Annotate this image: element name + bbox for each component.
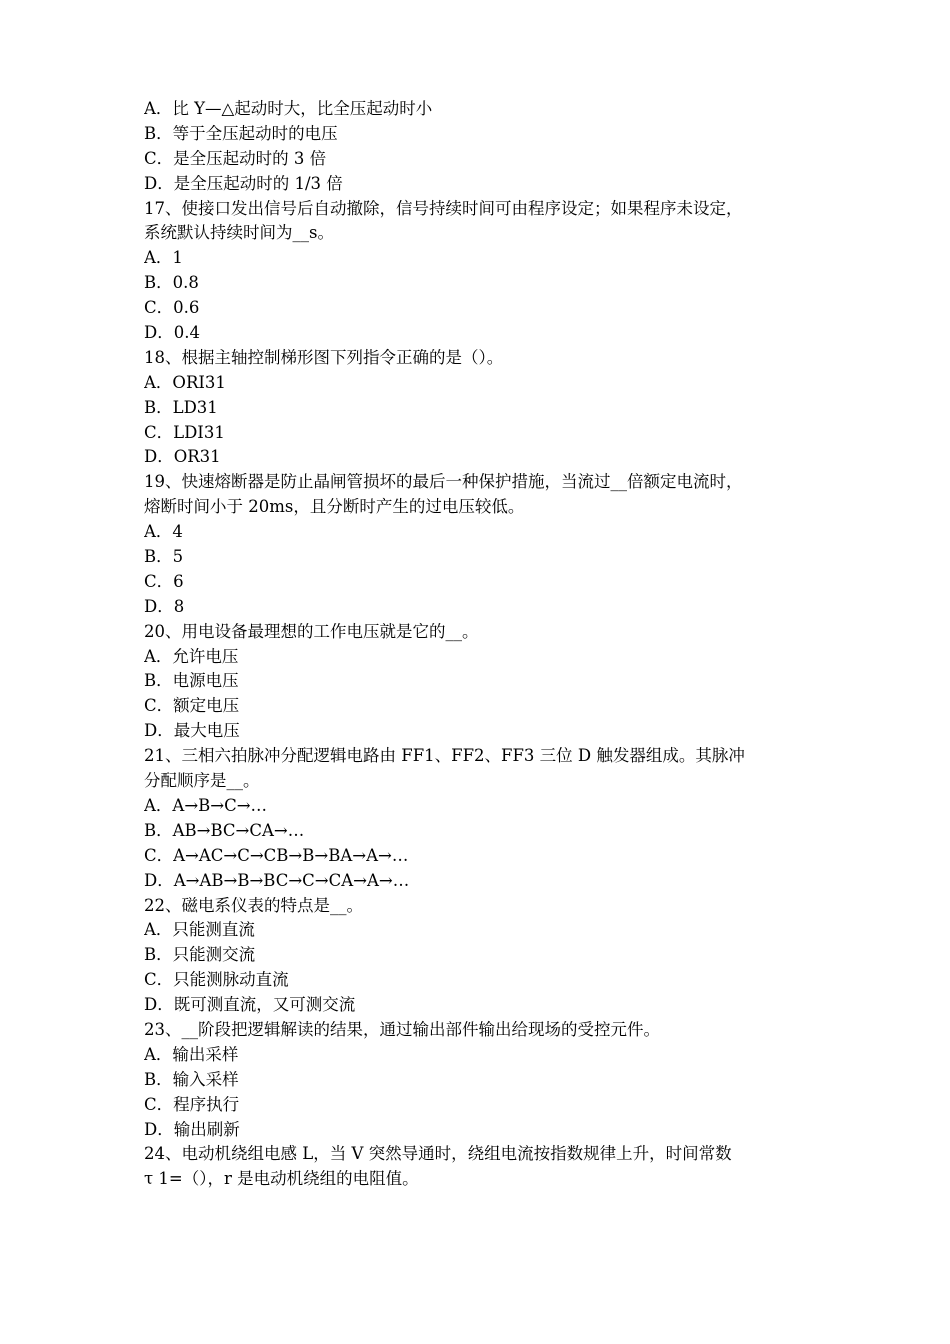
q18-option-b: B．LD31 [144, 397, 218, 417]
q17-option-b: B．0.8 [144, 273, 199, 293]
q21-option-a: A．A→B→C→… [144, 795, 268, 815]
q20-option-d: D．最大电压 [144, 721, 240, 741]
question-17-line-2: 系统默认持续时间为__s。 [144, 223, 334, 243]
q20-option-c: C．额定电压 [144, 696, 240, 716]
q23-option-b: B．输入采样 [144, 1069, 239, 1089]
q19-option-c: C．6 [144, 571, 184, 591]
question-21-line-2: 分配顺序是__。 [144, 771, 260, 791]
q22-option-c: C．只能测脉动直流 [144, 970, 289, 990]
q19-option-a: A．4 [144, 522, 183, 542]
question-21-line-1: 21、三相六拍脉冲分配逻辑电路由 FF1、FF2、FF3 三位 D 触发器组成。其脉冲 [144, 746, 745, 766]
q21-option-d: D．A→AB→B→BC→C→CA→A→… [144, 870, 410, 890]
question-24-line-1: 24、电动机绕组电感 L，当 V 突然导通时，绕组电流按指数规律上升，时间常数 [144, 1144, 732, 1164]
q17-option-a: A．1 [144, 248, 183, 268]
document-page [144, 97, 812, 1192]
q20-option-b: B．电源电压 [144, 671, 239, 691]
q22-option-b: B．只能测交流 [144, 945, 256, 965]
q20-option-a: A．允许电压 [144, 646, 239, 666]
question-19-line-2: 熔断时间小于 20ms，且分断时产生的过电压较低。 [144, 497, 525, 517]
q18-option-a: A．ORI31 [144, 372, 226, 392]
question-24-line-2: τ 1=（），r 是电动机绕组的电阻值。 [144, 1169, 419, 1189]
option-b-line: B．等于全压起动时的电压 [144, 123, 338, 143]
option-c-line: C．是全压起动时的 3 倍 [144, 148, 327, 168]
q22-option-a: A．只能测直流 [144, 920, 255, 940]
question-20: 20、用电设备最理想的工作电压就是它的__。 [144, 621, 479, 641]
q23-option-a: A．输出采样 [144, 1044, 239, 1064]
q17-option-d: D．0.4 [144, 323, 200, 343]
question-17-line-1: 17、使接口发出信号后自动撤除，信号持续时间可由程序设定；如果程序未设定， [144, 198, 743, 218]
question-23: 23、__阶段把逻辑解读的结果，通过输出部件输出给现场的受控元件。 [144, 1019, 660, 1039]
q23-option-c: C．程序执行 [144, 1094, 240, 1114]
q18-option-c: C．LDI31 [144, 422, 225, 442]
q23-option-d: D．输出刷新 [144, 1119, 240, 1139]
question-18: 18、根据主轴控制梯形图下列指令正确的是（）。 [144, 347, 504, 367]
question-22: 22、磁电系仪表的特点是__。 [144, 895, 363, 915]
q19-option-b: B．5 [144, 547, 184, 567]
q22-option-d: D．既可测直流，又可测交流 [144, 995, 356, 1015]
q19-option-d: D．8 [144, 596, 185, 616]
option-d-line: D．是全压起动时的 1/3 倍 [144, 173, 343, 193]
q21-option-b: B．AB→BC→CA→… [144, 820, 305, 840]
option-a-line: A．比 Y—△起动时大，比全压起动时小 [144, 99, 433, 118]
question-19-line-1: 19、快速熔断器是防止晶闸管损坏的最后一种保护措施，当流过__倍额定电流时， [144, 472, 743, 492]
q18-option-d: D．OR31 [144, 447, 221, 467]
q21-option-c: C．A→AC→C→CB→B→BA→A→… [144, 845, 409, 865]
q17-option-c: C．0.6 [144, 298, 200, 318]
